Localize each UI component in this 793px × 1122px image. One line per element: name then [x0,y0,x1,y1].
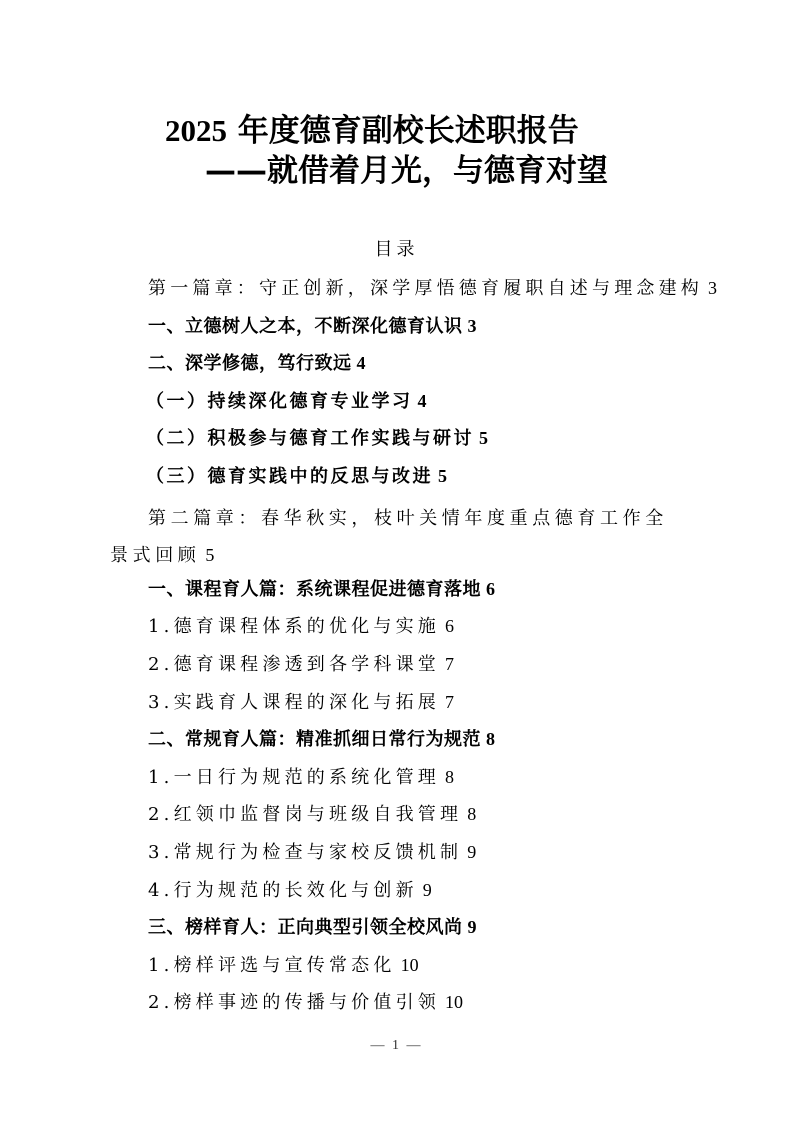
toc-entry[interactable] [110,688,690,726]
toc-entry-text: 第二篇章：春华秋实，枝叶关情年度重点德育工作全景式回顾 [110,507,668,567]
toc-page-number: 5 [479,428,488,449]
toc-entry-text: 3.常规行为检查与家校反馈机制 [148,841,463,863]
toc-entry-text: 2.德育课程渗透到各学科课堂 [148,653,440,675]
toc-page-number: 9 [467,917,477,938]
toc-entry-text: （二）积极参与德育工作实践与研讨 [146,428,474,450]
toc-entry[interactable] [110,988,690,1026]
toc-page-number: 5 [205,545,215,566]
toc-page-number: 8 [486,729,495,750]
toc-page-number: 7 [444,691,454,712]
toc-entry[interactable] [110,876,690,914]
toc-page-number: 10 [400,954,419,975]
toc-entry[interactable] [110,763,690,801]
document-title [165,112,579,150]
toc-entry[interactable] [110,838,690,876]
toc-entry-text: 1.榜样评选与宣传常态化 [148,954,396,976]
toc-entry-text: （三）德育实践中的反思与改进 [146,465,433,487]
toc-entry[interactable] [110,612,690,650]
toc-entry-text: 二、深学修德，笃行致远 [148,353,352,375]
toc-page-number: 9 [422,879,432,900]
toc-entry[interactable] [110,913,690,951]
toc-page-number: 3 [467,315,477,336]
toc-entry-text: 三、榜样育人：正向典型引领全校风尚 [148,917,463,939]
toc-entry[interactable] [110,951,690,989]
toc-entry[interactable] [110,312,690,350]
toc-page-number: 4 [356,353,366,374]
toc-heading: 目录 [374,239,419,260]
toc-entry[interactable] [110,650,690,688]
toc-entry[interactable] [110,387,690,425]
title-text: 年度德育副校长述职报告 [237,113,579,149]
toc-page-number: 6 [444,616,454,637]
toc-page-number: 6 [486,578,495,599]
toc-entry-text: 二、常规育人篇：精准抓细日常行为规范 [148,729,481,751]
toc-entry-text: 一、课程育人篇：系统课程促进德育落地 [148,578,481,600]
toc-entry-text: 3.实践育人课程的深化与拓展 [148,691,440,713]
toc-page-number: 4 [417,390,427,411]
table-of-contents [110,274,717,1026]
toc-page-number: 10 [444,992,463,1013]
toc-page-number: 5 [438,465,447,486]
toc-entry[interactable] [110,349,690,387]
toc-entry[interactable] [110,274,717,312]
toc-entry[interactable] [110,725,690,763]
toc-entry[interactable] [110,462,690,500]
toc-entry[interactable] [110,800,690,838]
toc-page-number: 9 [467,841,477,862]
toc-entry-text: 1.德育课程体系的优化与实施 [148,616,440,638]
toc-entry-text: 1.一日行为规范的系统化管理 [148,766,440,788]
toc-entry-text: （一）持续深化德育专业学习 [146,390,413,412]
toc-entry-text: 4.行为规范的长效化与创新 [148,879,418,901]
page-number-footer: — 1 — [370,1038,423,1053]
toc-entry-text: 2.红领巾监督岗与班级自我管理 [148,804,463,826]
toc-entry-text: 2.榜样事迹的传播与价值引领 [148,992,440,1014]
toc-page-number: 8 [444,766,454,787]
toc-page-number: 8 [467,804,477,825]
toc-entry[interactable] [110,500,690,575]
document-subtitle: ——就借着月光，与德育对望 [205,153,608,189]
toc-entry-text: 一、立德树人之本，不断深化德育认识 [148,315,463,337]
toc-entry[interactable] [110,424,690,462]
toc-page-number: 3 [708,278,717,298]
title-year: 2025 [165,113,227,148]
toc-entry-text: 第一篇章：守正创新，深学厚悟德育履职自述与理念建构 [148,278,703,299]
toc-entry[interactable] [110,575,690,613]
toc-page-number: 7 [444,653,454,674]
